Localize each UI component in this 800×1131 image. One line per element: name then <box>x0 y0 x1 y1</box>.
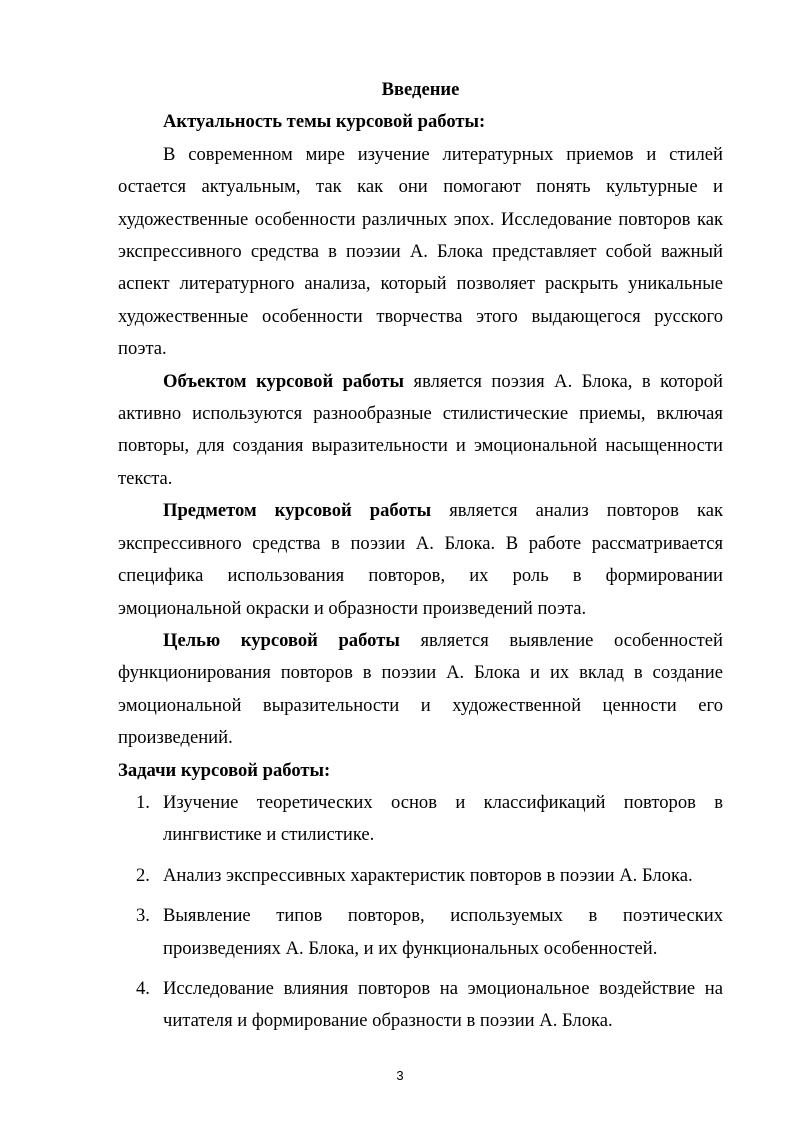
list-item <box>118 900 723 965</box>
tasks-heading: Задачи курсовой работы: <box>118 759 331 781</box>
relevance-heading: Актуальность темы курсовой работы: <box>163 111 486 133</box>
list-item-number: 4. <box>136 977 150 999</box>
goal-paragraph <box>118 625 723 755</box>
object-text: является поэзия А. Блока, в которой активно используются разнообразные стилистические приемы, включая повторы, для создания выразительности и эмоциональной насыщенности текста. <box>118 370 723 489</box>
object-label: Объектом курсовой работы <box>163 370 405 392</box>
list-item-number: 2. <box>136 864 150 886</box>
list-item <box>118 860 723 892</box>
list-item-text: Анализ экспрессивных характеристик повторов в поэзии А. Блока. <box>163 864 693 886</box>
list-item-text: Выявление типов повторов, используемых в поэтических произведениях А. Блока, и их функциональных особенностей. <box>163 905 723 959</box>
list-item-number: 3. <box>136 905 150 927</box>
subject-label: Предметом курсовой работы <box>163 500 432 522</box>
goal-text: является выявление особенностей функционирования повторов в поэзии А. Блока и их вклад в создание эмоциональной выразительности и художественной ценности его произведений. <box>118 629 724 749</box>
tasks-list <box>118 787 723 1038</box>
list-item-text: Исследование влияния повторов на эмоциональное воздействие на читателя и формирование образности в поэзии А. Блока. <box>163 977 723 1032</box>
subject-paragraph <box>118 495 723 625</box>
subject-text: является анализ повторов как экспрессивного средства в поэзии А. Блока. В работе рассматривается специфика использования повторов, их роль в формировании эмоциональной окраски и образности произведений поэта. <box>118 500 723 619</box>
page-body <box>118 74 723 1046</box>
page-title: Введение <box>381 79 460 100</box>
list-item <box>118 973 723 1038</box>
list-item <box>118 787 723 852</box>
relevance-paragraph: В современном мире изучение литературных приемов и стилей остается актуальным, так как они помогают понять культурные и художественные особенности различных эпох. Исследование повторов как экспрессивного средства в поэзии А. Блока представляет собой важный аспект литературного анализа, который позволяет раскрыть уникальные художественные особенности творчества этого выдающегося русского поэта. <box>118 143 723 360</box>
page-number: 3 <box>396 1068 404 1083</box>
object-paragraph <box>118 366 723 496</box>
list-item-number: 1. <box>136 791 150 813</box>
list-item-text: Изучение теоретических основ и классификаций повторов в лингвистике и стилистике. <box>163 791 723 846</box>
goal-label: Целью курсовой работы <box>163 629 400 651</box>
